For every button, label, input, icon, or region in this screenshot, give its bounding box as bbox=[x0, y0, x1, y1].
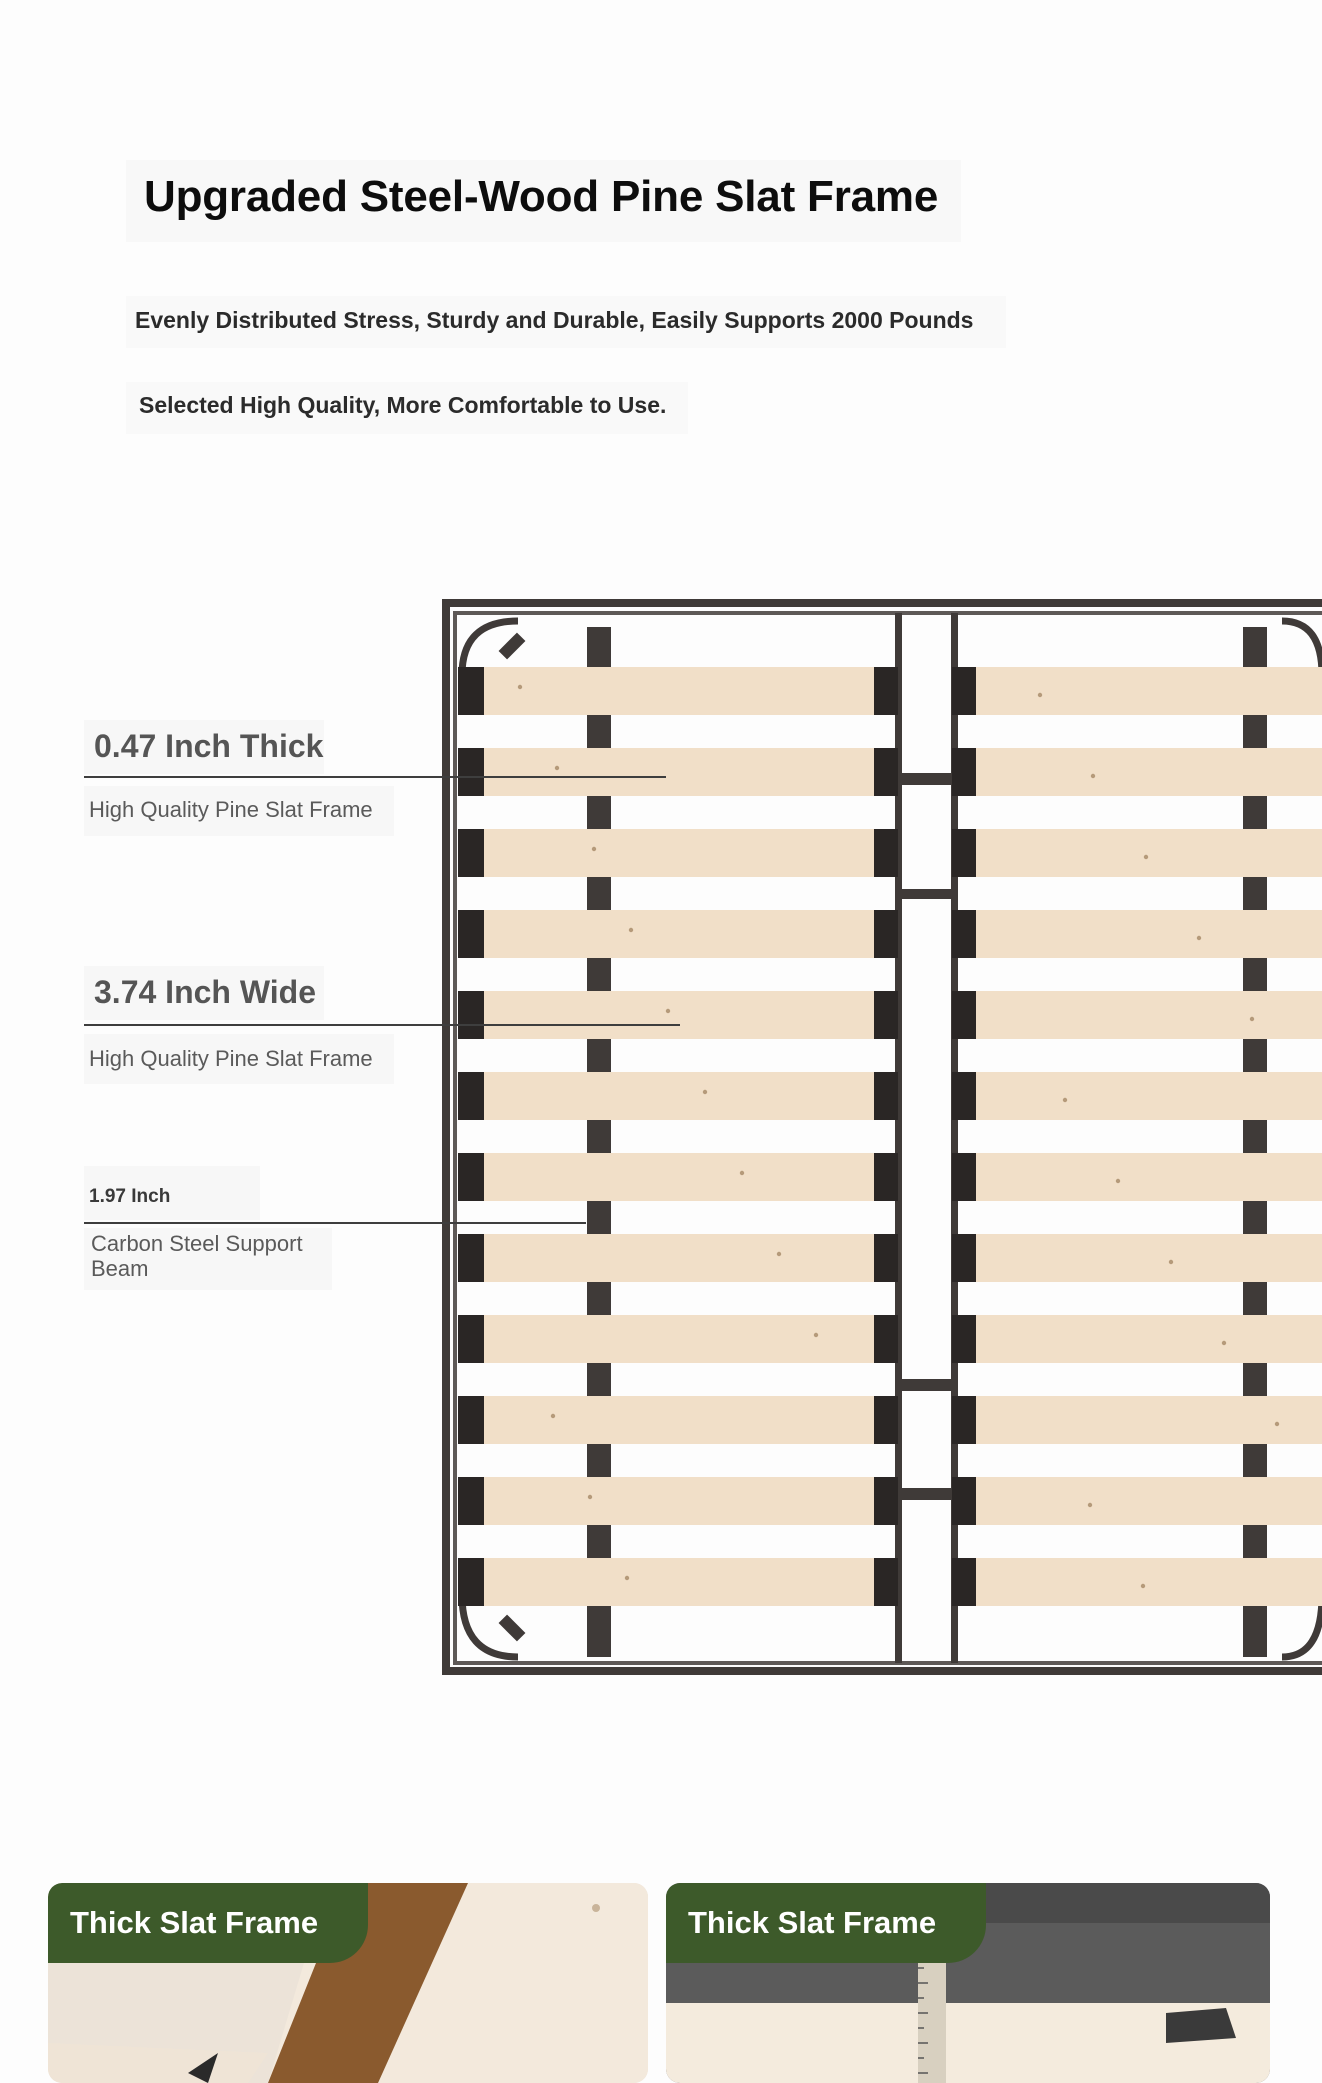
wood-knot bbox=[1141, 1584, 1145, 1588]
page-title: Upgraded Steel-Wood Pine Slat Frame bbox=[144, 172, 939, 221]
slat-frame-illustration bbox=[440, 595, 1322, 1685]
wood-knot bbox=[1222, 1341, 1226, 1345]
slat-end-cap bbox=[952, 829, 976, 877]
pine-slat bbox=[482, 1234, 880, 1282]
corner-bracket-plate bbox=[499, 633, 526, 660]
slat-end-cap bbox=[458, 1234, 484, 1282]
pine-slat bbox=[482, 667, 880, 715]
bed-frame bbox=[446, 603, 1322, 1671]
wood-knot bbox=[629, 928, 633, 932]
pine-slat bbox=[482, 1477, 880, 1525]
pine-slat bbox=[974, 991, 1322, 1039]
spec-thickness-description: High Quality Pine Slat Frame bbox=[89, 797, 373, 822]
wood-knot bbox=[1275, 1422, 1279, 1426]
wood-knot bbox=[1197, 936, 1201, 940]
pine-slat bbox=[482, 1396, 880, 1444]
card-tab-label: Thick Slat Frame bbox=[48, 1883, 368, 1963]
wood-knot bbox=[1169, 1260, 1173, 1264]
pine-slat bbox=[482, 829, 880, 877]
slat-end-cap bbox=[458, 1396, 484, 1444]
pine-slat bbox=[482, 910, 880, 958]
pine-slat bbox=[974, 1072, 1322, 1120]
wood-knot bbox=[588, 1495, 592, 1499]
pine-slat bbox=[974, 748, 1322, 796]
wood-knot bbox=[625, 1576, 629, 1580]
spec-width-description: High Quality Pine Slat Frame bbox=[89, 1046, 373, 1071]
wood-knot bbox=[1144, 855, 1148, 859]
slat-end-cap bbox=[874, 1234, 898, 1282]
slat-end-cap bbox=[952, 1315, 976, 1363]
slat-end-cap bbox=[874, 1153, 898, 1201]
pine-slat bbox=[974, 1396, 1322, 1444]
pine-slat bbox=[974, 1234, 1322, 1282]
slat-end-cap bbox=[874, 1558, 898, 1606]
slat-end-cap bbox=[458, 1558, 484, 1606]
wood-knot bbox=[777, 1252, 781, 1256]
corner-bracket-plate bbox=[499, 1615, 526, 1642]
subtitle-stress: Evenly Distributed Stress, Sturdy and Durable, Easily Supports 2000 Pounds bbox=[135, 307, 974, 333]
center-crossbar bbox=[902, 773, 951, 785]
card-tab-label: Thick Slat Frame bbox=[666, 1883, 986, 1963]
slat-end-cap bbox=[952, 1477, 976, 1525]
pine-slat bbox=[974, 1153, 1322, 1201]
slat-end-cap bbox=[458, 667, 484, 715]
pine-slat bbox=[482, 1558, 880, 1606]
pine-slat bbox=[482, 1153, 880, 1201]
wood-knot bbox=[740, 1171, 744, 1175]
slat-end-cap bbox=[458, 829, 484, 877]
wood-knot bbox=[1091, 774, 1095, 778]
slat-end-cap bbox=[874, 748, 898, 796]
slat-end-cap bbox=[874, 829, 898, 877]
slat-end-cap bbox=[952, 748, 976, 796]
slat-end-cap bbox=[952, 1072, 976, 1120]
wood-knot bbox=[703, 1090, 707, 1094]
pine-slat bbox=[482, 748, 880, 796]
beam-leader-line bbox=[84, 1222, 586, 1224]
width-leader-line bbox=[84, 1024, 680, 1026]
spec-width-title: 3.74 Inch Wide bbox=[94, 974, 316, 1010]
pine-slat bbox=[974, 1558, 1322, 1606]
thickness-leader-line bbox=[84, 776, 666, 778]
subtitle-quality: Selected High Quality, More Comfortable to Use. bbox=[139, 392, 667, 418]
slat-end-cap bbox=[874, 1072, 898, 1120]
slat-end-cap bbox=[952, 1396, 976, 1444]
slat-end-cap bbox=[874, 1396, 898, 1444]
slat-end-cap bbox=[874, 667, 898, 715]
wood-knot bbox=[666, 1009, 670, 1013]
slat-end-cap bbox=[952, 1153, 976, 1201]
wood-knot bbox=[518, 685, 522, 689]
slat-end-cap bbox=[874, 991, 898, 1039]
slat-end-cap bbox=[952, 991, 976, 1039]
slat-end-cap bbox=[952, 1558, 976, 1606]
slat-end-cap bbox=[874, 1315, 898, 1363]
wood-knot bbox=[555, 766, 559, 770]
wood-knot bbox=[592, 847, 596, 851]
pine-slat bbox=[482, 1315, 880, 1363]
slat-end-cap bbox=[874, 910, 898, 958]
wood-knot bbox=[1063, 1098, 1067, 1102]
wood-knot bbox=[551, 1414, 555, 1418]
wood-knot bbox=[1088, 1503, 1092, 1507]
center-crossbar bbox=[902, 1379, 951, 1391]
pine-slat bbox=[974, 829, 1322, 877]
slat-end-cap bbox=[458, 991, 484, 1039]
wood-knot bbox=[1116, 1179, 1120, 1183]
center-crossbar bbox=[902, 889, 951, 899]
slat-end-cap bbox=[952, 667, 976, 715]
feature-card-2 bbox=[666, 1883, 1270, 2083]
pine-slat bbox=[974, 1477, 1322, 1525]
spec-thickness-title: 0.47 Inch Thick bbox=[94, 728, 324, 764]
slat-end-cap bbox=[952, 910, 976, 958]
wood-knot bbox=[814, 1333, 818, 1337]
slat-end-cap bbox=[952, 1234, 976, 1282]
pine-slat bbox=[974, 667, 1322, 715]
slat-end-cap bbox=[458, 1315, 484, 1363]
slat-end-cap bbox=[874, 1477, 898, 1525]
center-crossbar bbox=[902, 1488, 951, 1500]
slat-end-cap bbox=[458, 1072, 484, 1120]
slat-end-cap bbox=[458, 910, 484, 958]
feature-card-1 bbox=[48, 1883, 648, 2083]
slat-end-cap bbox=[458, 1477, 484, 1525]
wood-knot bbox=[1250, 1017, 1254, 1021]
slat-end-cap bbox=[458, 748, 484, 796]
pine-slat bbox=[974, 910, 1322, 958]
wood-knot bbox=[1038, 693, 1042, 697]
pine-slat bbox=[482, 1072, 880, 1120]
pine-slat bbox=[974, 1315, 1322, 1363]
corner-bracket bbox=[1282, 621, 1322, 675]
spec-beam-description: Carbon Steel Support Beam bbox=[91, 1231, 303, 1281]
pine-slat bbox=[482, 991, 880, 1039]
slat-end-cap bbox=[458, 1153, 484, 1201]
spec-beam-title: 1.97 Inch bbox=[89, 1186, 171, 1207]
